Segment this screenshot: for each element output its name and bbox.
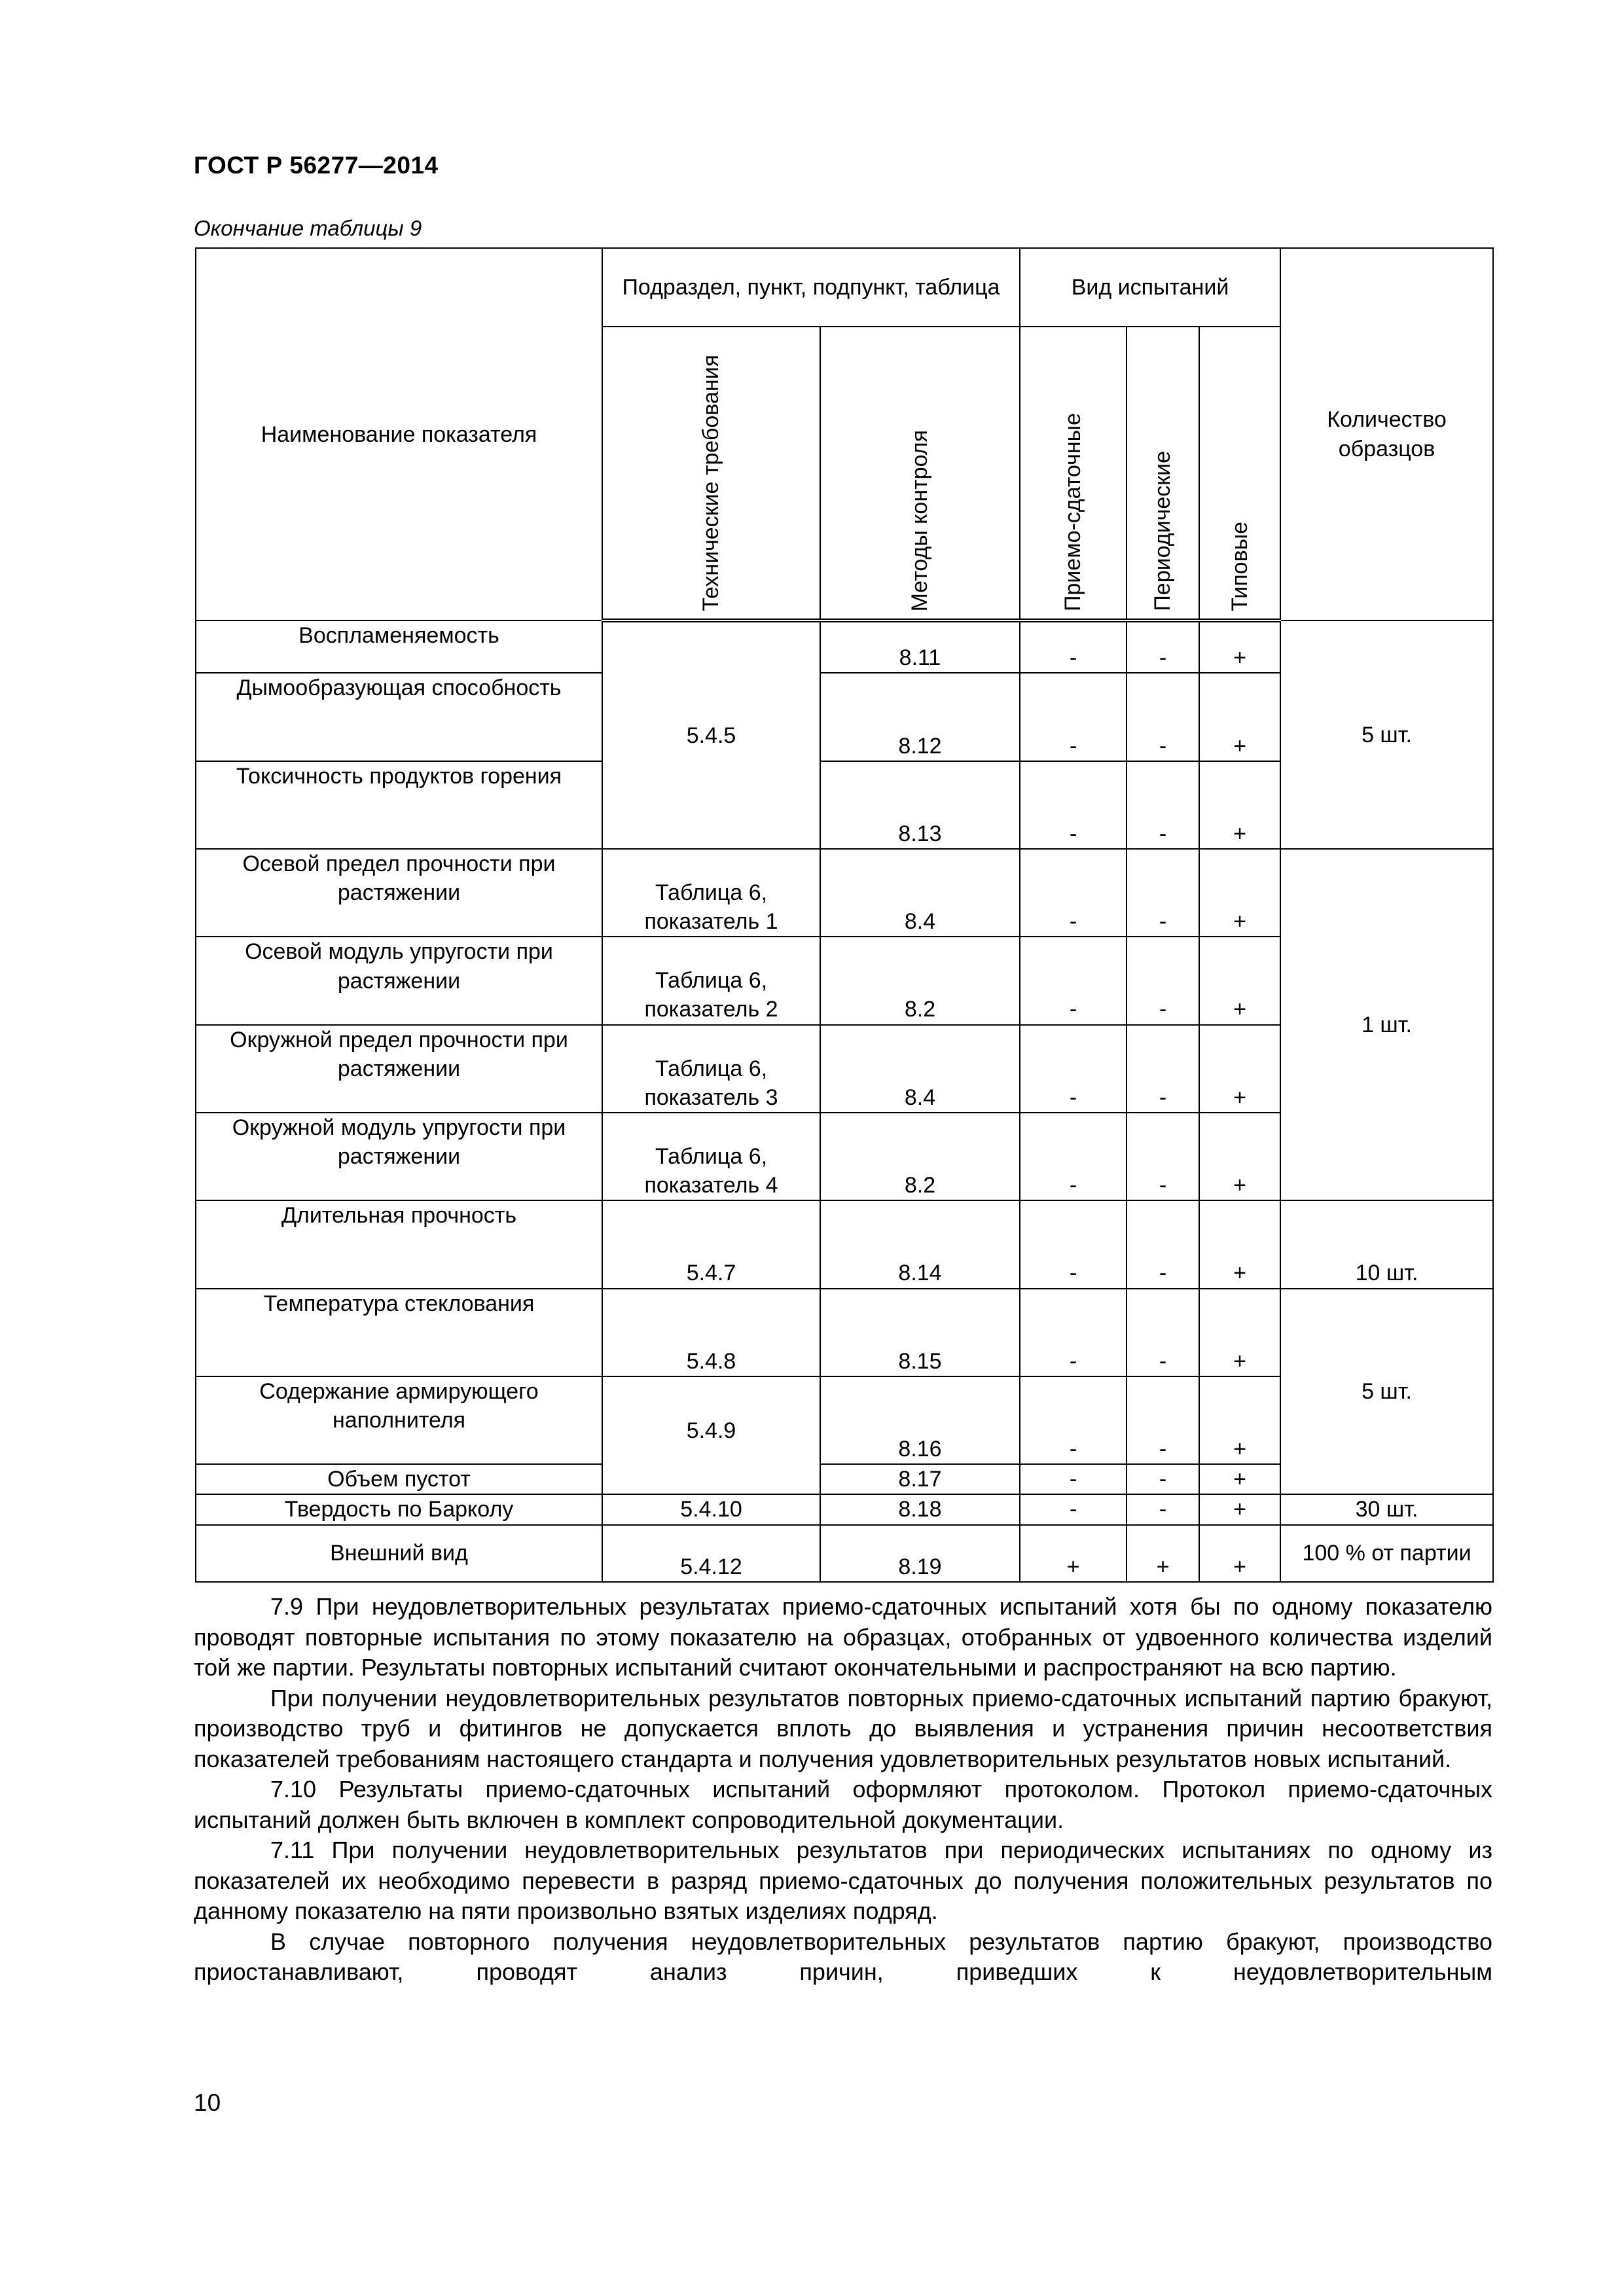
row-method: 8.15 [820,1289,1020,1376]
row-periodic: - [1127,1025,1199,1113]
table-row [196,1289,1493,1376]
row-periodic: - [1127,937,1199,1024]
row-periodic: - [1127,1289,1199,1376]
row-periodic: - [1127,1376,1199,1464]
row-req: 5.4.9 [602,1376,820,1495]
row-type: + [1199,1376,1280,1464]
row-req: 5.4.7 [602,1200,820,1288]
row-name: Осевой модуль упругости при растяжении [196,937,602,1024]
row-periodic: - [1127,761,1199,849]
row-req: 5.4.10 [602,1494,820,1524]
row-type: + [1199,1113,1280,1200]
table-row [196,1200,1493,1288]
paragraph-7-9: 7.9 При неудовлетворительных результатах приемо-сдаточных испытаний хотя бы по одному показателю проводят повторные испытания по этому показателю на образцах, отобранных от удвоенного количества изделий той же партии. Результаты повторных испытаний считают окончательными и распространяют на всю партию. [194,1593,1492,1681]
row-method: 8.13 [820,761,1020,849]
row-req: 5.4.12 [602,1525,820,1582]
row-acceptance: - [1020,849,1127,937]
row-method: 8.2 [820,937,1020,1024]
page-number: 10 [194,2089,221,2116]
row-name: Длительная прочность [196,1200,602,1288]
row-method: 8.11 [820,620,1020,673]
row-method: 8.16 [820,1376,1020,1464]
row-req: Таблица 6, показатель 2 [602,937,820,1024]
body-text [194,1592,1492,1988]
row-acceptance: - [1020,1113,1127,1200]
row-acceptance: - [1020,1289,1127,1376]
row-name: Окружной модуль упругости при растяжении [196,1113,602,1200]
row-name: Внешний вид [196,1525,602,1582]
row-method: 8.19 [820,1525,1020,1582]
row-req: 5.4.5 [602,620,820,849]
row-periodic: - [1127,673,1199,761]
row-req: Таблица 6, показатель 4 [602,1113,820,1200]
row-method: 8.17 [820,1464,1020,1494]
row-type: + [1199,1200,1280,1288]
row-quantity: 100 % от партии [1280,1525,1493,1582]
row-name: Осевой предел прочности при растяжении [196,849,602,937]
row-acceptance: - [1020,1376,1127,1464]
header-section-group: Подраздел, пункт, подпункт, таблица [602,248,1020,327]
paragraph-7-11: 7.11 При получении неудовлетворительных результатов при периодических испытаниях по одному из показателей их необходимо перевести в разряд приемо-сдаточных до получения положительных результатов по данному показателю на пяти произвольно взятых изделиях подряд. [194,1837,1492,1924]
row-acceptance: - [1020,620,1127,673]
row-quantity: 1 шт. [1280,849,1493,1200]
table-row [196,1525,1493,1582]
row-periodic: - [1127,849,1199,937]
header-acceptance: Приемо-сдаточные [1060,413,1086,612]
table-row [196,620,1493,673]
header-methods: Методы контроля [907,429,933,612]
header-test-type-group: Вид испытаний [1020,248,1280,327]
table-row [196,849,1493,937]
row-req: 5.4.8 [602,1289,820,1376]
header-acceptance-cell [1020,327,1127,620]
row-type: + [1199,673,1280,761]
row-acceptance: - [1020,673,1127,761]
header-name: Наименование показателя [196,248,602,620]
paragraph: При получении неудовлетворительных результатов повторных приемо-сдаточных испытаний партию бракуют, производство труб и фитингов не допускается вплоть до выявления и устранения причин несоответствия показателей требованиям настоящего стандарта и получения удовлетворительных результатов новых испытаний. [194,1684,1492,1772]
row-type: + [1199,1289,1280,1376]
row-quantity: 5 шт. [1280,1289,1493,1495]
row-acceptance: - [1020,1025,1127,1113]
row-type: + [1199,1525,1280,1582]
header-periodic: Периодические [1150,451,1176,612]
row-method: 8.4 [820,1025,1020,1113]
paragraph-7-10: 7.10 Результаты приемо-сдаточных испытаний оформляют протоколом. Протокол приемо-сдаточных испытаний должен быть включен в комплект сопроводительной документации. [194,1776,1492,1833]
row-acceptance: - [1020,1200,1127,1288]
table-row [196,1494,1493,1524]
requirements-table [195,247,1494,1583]
row-method: 8.4 [820,849,1020,937]
row-periodic: - [1127,1113,1199,1200]
row-name: Содержание армирующего наполнителя [196,1376,602,1464]
row-quantity: 30 шт. [1280,1494,1493,1524]
document-header: ГОСТ Р 56277—2014 [194,152,439,179]
row-type: + [1199,620,1280,673]
row-name: Дымообразующая способность [196,673,602,761]
row-type: + [1199,1464,1280,1494]
row-name: Температура стеклования [196,1289,602,1376]
header-methods-cell [820,327,1020,620]
header-type-tests-cell [1199,327,1280,620]
row-type: + [1199,761,1280,849]
row-name: Твердость по Барколу [196,1494,602,1524]
header-quantity: Количество образцов [1280,248,1493,620]
row-quantity: 10 шт. [1280,1200,1493,1288]
row-acceptance: - [1020,1494,1127,1524]
header-periodic-cell [1127,327,1199,620]
row-name: Окружной предел прочности при растяжении [196,1025,602,1113]
row-type: + [1199,937,1280,1024]
row-req: Таблица 6, показатель 1 [602,849,820,937]
row-acceptance: - [1020,761,1127,849]
row-periodic: - [1127,1464,1199,1494]
row-method: 8.18 [820,1494,1020,1524]
row-acceptance: - [1020,1464,1127,1494]
row-name: Объем пустот [196,1464,602,1494]
row-periodic: + [1127,1525,1199,1582]
row-periodic: - [1127,620,1199,673]
row-type: + [1199,849,1280,937]
row-periodic: - [1127,1200,1199,1288]
row-acceptance: + [1020,1525,1127,1582]
row-name: Воспламеняемость [196,620,602,673]
paragraph: В случае повторного получения неудовлетворительных результатов партию бракуют, производство приостанавливают, проводят анализ причин, приведших к неудовлетворительным [194,1928,1492,1985]
row-periodic: - [1127,1494,1199,1524]
row-name: Токсичность продуктов горения [196,761,602,849]
row-method: 8.14 [820,1200,1020,1288]
row-method: 8.2 [820,1113,1020,1200]
header-type-tests: Типовые [1227,522,1252,612]
row-acceptance: - [1020,937,1127,1024]
row-method: 8.12 [820,673,1020,761]
row-quantity: 5 шт. [1280,620,1493,849]
row-req: Таблица 6, показатель 3 [602,1025,820,1113]
header-tech-req: Технические требования [698,355,724,612]
header-tech-req-cell [602,327,820,620]
row-type: + [1199,1494,1280,1524]
table-caption: Окончание таблицы 9 [194,216,422,240]
row-type: + [1199,1025,1280,1113]
